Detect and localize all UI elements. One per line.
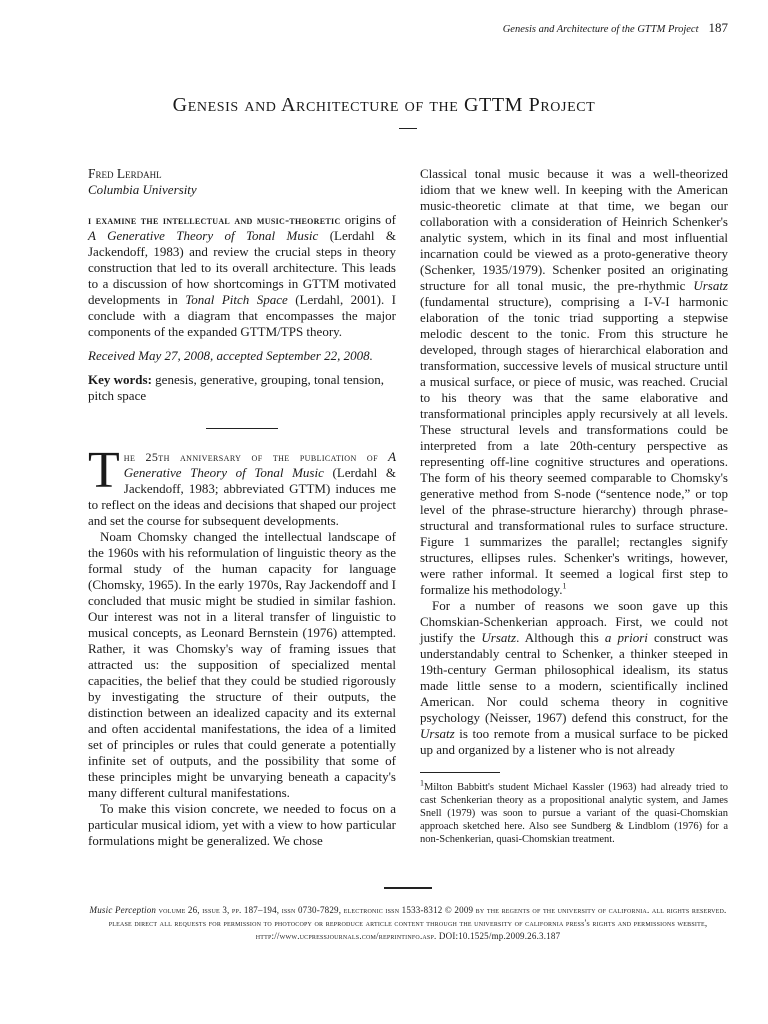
intro-book-title: A Generative Theory of Tonal Music [123, 449, 397, 480]
text-span: Classical tonal music because it was a well-theorized idiom that we knew well. In keeping with the American music-theoretic climate at that time, we began our collaboration with a consideration of Heinrich Schenker's analytic system, which in its final and most influential incarnation could be viewed as a proto-generative theory (Schenker, 1935/1979). Schenker posited an originating structure for all tonal music, the pre-rhythmic [420, 166, 728, 293]
text-span: construct was understandably central to Schenker, a thinker steeped in 19th-century German philosophical idealism, its status made little sense to a modern, scientifically inclined American. Nor could schema theory in cognitive psychology (Neisser, 1967) defend this construct, for the [420, 630, 729, 725]
text-span: is too remote from a musical surface to be picked up and organized by a listener who is not already [420, 726, 728, 757]
body-left [88, 442, 397, 849]
paragraph-schenker [420, 166, 728, 598]
text-span: . Although this [516, 630, 605, 645]
abstract [88, 212, 396, 340]
author-affiliation: Columbia University [88, 182, 197, 197]
abstract-book-1: A Generative Theory of Tonal Music [88, 228, 319, 243]
abstract-book-2: Tonal Pitch Space [185, 292, 288, 307]
abstract-text-2: (Lerdahl & Jackendoff, 1983) and review the crucial steps in theory construction that led to its overall architecture. This leads to a discussion of how shortcomings in GTTM motivated developments in [88, 228, 396, 307]
running-head [503, 20, 728, 36]
article-title: Genesis and Architecture of the GTTM Project [172, 94, 596, 116]
left-column [88, 166, 396, 849]
term-ursatz: Ursatz [481, 630, 517, 645]
doi: DOI:10.1525/mp.2009.26.3.187 [436, 931, 561, 941]
drop-cap: T [88, 442, 120, 499]
section-rule [206, 428, 278, 429]
keywords-list: genesis, generative, grouping, tonal tension, pitch space [88, 372, 385, 403]
intro-text: (Lerdahl & Jackendoff, 1983; abbreviated GTTM) induces me to reflect on the ideas and decisions that shaped our project and set the course for subsequent developments. [88, 465, 396, 528]
keywords [88, 372, 396, 404]
abstract-text-1: origins of [340, 212, 396, 227]
term-a-priori: a priori [604, 630, 648, 645]
right-column [420, 166, 728, 846]
title-rule [399, 128, 417, 129]
intro-lead: he 25th anniversary of the publication of [123, 450, 378, 464]
footnote-number: 1 [420, 778, 424, 788]
term-ursatz: Ursatz [420, 726, 455, 741]
paragraph-reasons [420, 598, 728, 758]
page-number: 187 [708, 20, 728, 35]
author-name: Fred Lerdahl [88, 166, 162, 181]
keywords-label: Key words: [88, 372, 152, 387]
running-head-title: Genesis and Architecture of the GTTM Project [502, 24, 699, 35]
footnote-marker[interactable]: 1 [562, 581, 567, 591]
footnote [420, 778, 728, 846]
term-ursatz: Ursatz [693, 278, 728, 293]
footnote-text: Milton Babbitt's student Michael Kassler (1963) had already tried to cast Schenkerian theory as a propositional analytic system, and James Snell (1979) was soon to pursue a variant of the quasi-Chomskian approach sketched here. Also see Sundberg & Lindblom (1976) for a non-Schenkerian, quasi-Chomskian treatment. [420, 782, 728, 845]
copyright-footer [88, 904, 728, 943]
footer-rule [384, 887, 432, 889]
text-span: (fundamental structure), comprising a I-V-I harmonic elaboration of the tonic triad supporting a stepwise melodic descent to the tonic. From this structure he developed, through stages of hierarchical elaboration and transformation, successive levels of musical structure until a musical surface, or piece of music, was reached. Crucial to his theory was that the same elaborative and transformational principles apply recursively at all levels. These structural levels and transformations could be interpreted from a late 20th-century perspective as representing off-line cognitive structures and operations. The form of his theory seemed comparable to Chomsky's generative method from S-node (“sentence node,” or top level of the phrase-structure hierarchy) through phrase-structural and transformational rules to surface structure. Figure 1 summarizes the parallel; rectangles signify structures, ellipses rules. Schenker's writings, however, were rather informal. It seemed a logical first step to formalize his methodology. [420, 294, 728, 597]
paragraph-chomsky: Noam Chomsky changed the intellectual landscape of the 1960s with his reformulation of linguistic theory as the formal study of the human capacity for language (Chomsky, 1965). In the early 1970s, Ray Jackendoff and I concluded that music might be studied in similar fashion. Our interest was not in a literal transfer of linguistic to musical concepts, as Leonard Bernstein (1976) attempted. Rather, it was Chomsky's way of framing issues that attracted us: the supposition of specialized mental capacities, the belief that they could be studied rigorously by investigating the structure of their outputs, the distinction between an idealized capacity and its external and often accidental manifestations, the idea of a limited set of principles or rules that could generate a potentially infinite set of outputs, and the possibility that some of these principles might be unvarying beneath a capacity's many different cultural manifestations. [88, 529, 396, 800]
abstract-text-3: (Lerdahl, 2001). I conclude with a diagram that encompasses the major components of the expanded GTTM/TPS theory. [88, 292, 396, 339]
paragraph-vision: To make this vision concrete, we needed to focus on a particular musical idiom, yet with a view to how particular formulations might be generalized. We chose [88, 801, 396, 848]
text-span: For a number of reasons we soon gave up this Chomskian-Schenkerian approach. First, we could not justify the [420, 598, 728, 645]
footnote-rule [420, 772, 500, 773]
body-right [420, 166, 728, 758]
journal-name: Music Perception [89, 905, 157, 915]
received-date: Received May 27, 2008, accepted September 22, 2008. [88, 348, 373, 363]
copyright-text: volume 26, issue 3, pp. 187–194, issn 0730-7829, electronic issn 1533-8312 © 2009 by the regents of the university of california. all rights reserved. please direct all requests for permission to photocopy or reproduce article content through the university of california press's rights and permissions website, http://www.ucpressjournals.com/reprintinfo.asp. [108, 905, 727, 941]
abstract-lead: i examine the intellectual and music-theoretic [88, 213, 341, 227]
